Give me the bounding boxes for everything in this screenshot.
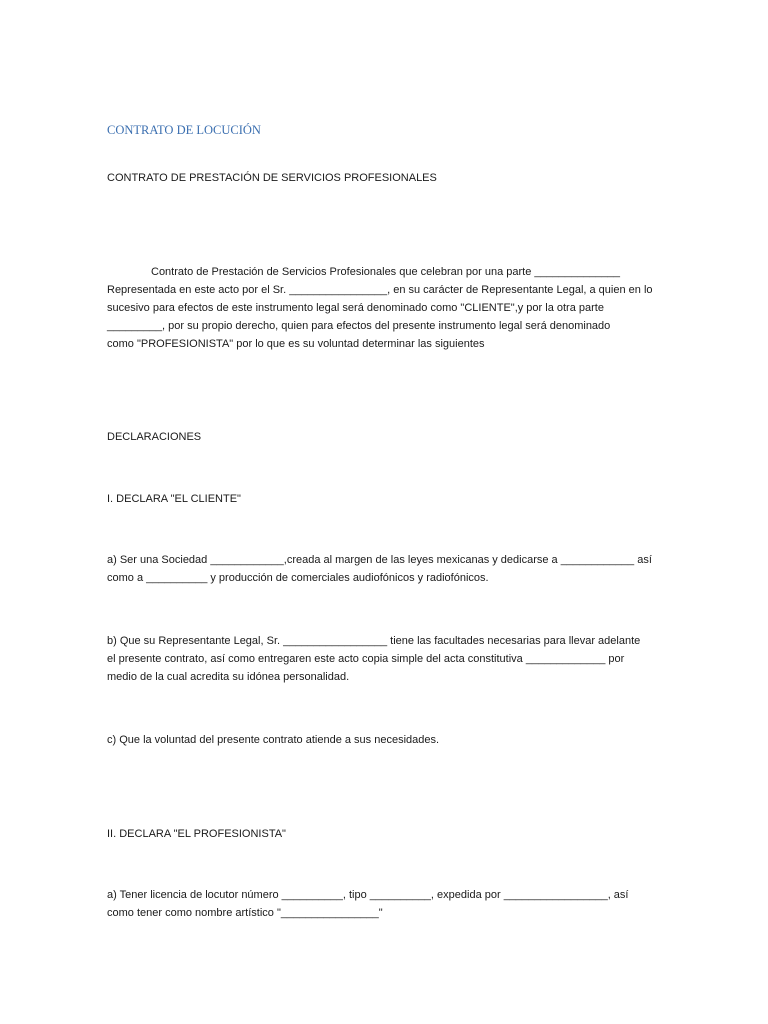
intro-paragraph [107, 263, 667, 353]
intro-line: Representada en este acto por el Sr. ________________, en su carácter de Representante Legal, a quien en lo [107, 284, 653, 296]
clause-line: a) Ser una Sociedad ____________,creada al margen de las leyes mexicanas y dedicarse a ____________ así [107, 554, 652, 566]
intro-line: como "PROFESIONISTA" por lo que es su voluntad determinar las siguientes [107, 338, 485, 350]
document-title: CONTRATO DE LOCUCIÓN [107, 123, 261, 137]
clause-line: el presente contrato, así como entregaren este acto copia simple del acta constitutiva _____________ por [107, 653, 625, 665]
declaraciones-heading: DECLARACIONES [107, 431, 202, 443]
document-subtitle: CONTRATO DE PRESTACIÓN DE SERVICIOS PROFESIONALES [107, 172, 437, 184]
section2-heading: II. DECLARA "EL PROFESIONISTA" [107, 828, 286, 840]
section1-heading: I. DECLARA "EL CLIENTE" [107, 493, 241, 505]
intro-line: sucesivo para efectos de este instrumento legal será denominado como "CLIENTE",y por la otra parte [107, 302, 604, 314]
intro-line: _________, por su propio derecho, quien para efectos del presente instrumento legal será denominado [107, 320, 611, 332]
clause-line: a) Tener licencia de locutor número __________, tipo __________, expedida por _________________, así [107, 889, 629, 901]
clause-line: medio de la cual acredita su idónea personalidad. [107, 671, 350, 683]
section1-clause-a [107, 551, 667, 587]
clause-line: b) Que su Representante Legal, Sr. _________________ tiene las facultades necesarias para llevar adelante [107, 635, 641, 647]
clause-line: como tener como nombre artístico "________________" [107, 907, 383, 919]
section2-clause-a [107, 886, 667, 922]
section1-clause-c: c) Que la voluntad del presente contrato atiende a sus necesidades. [107, 734, 440, 746]
section1-clause-b [107, 632, 667, 686]
intro-line: Contrato de Prestación de Servicios Profesionales que celebran por una parte ______________ [151, 266, 621, 278]
clause-line: como a __________ y producción de comerciales audiofónicos y radiofónicos. [107, 572, 489, 584]
